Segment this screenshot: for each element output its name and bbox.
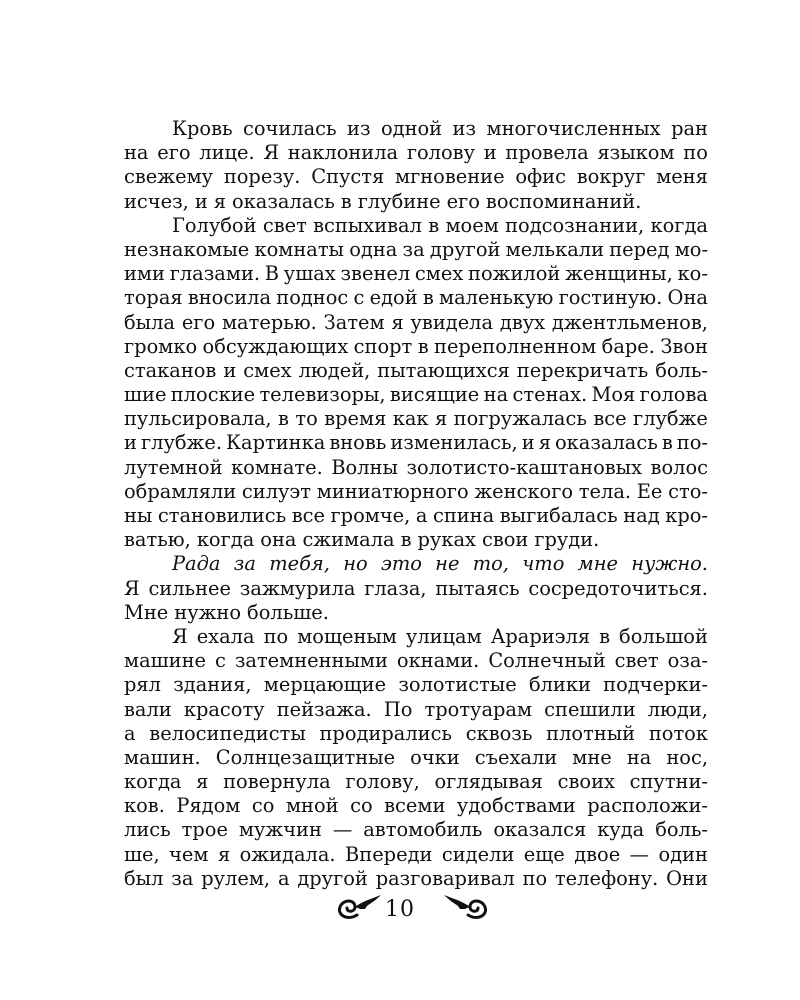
- text-line: пульсировала, в то время как я погружалась все глубже: [124, 407, 708, 431]
- text-line: свежему порезу. Спустя мгновение офис вокруг меня: [124, 165, 708, 189]
- text-line: была его матерью. Затем я увидела двух джентльменов,: [124, 310, 708, 334]
- text-line: на его лице. Я наклонила голову и провела языком по: [124, 141, 708, 165]
- text-line: вали красоту пейзажа. По тротуарам спешили люди,: [124, 697, 708, 721]
- text-line: обрамляли силуэт миниатюрного женского тела. Ее сто-: [124, 479, 708, 503]
- text-line: ны становились все громче, а спина выгибалась над кро-: [124, 504, 708, 527]
- text-line: и глубже. Картинка вновь изменилась, и я оказалась в по-: [124, 431, 708, 455]
- text-line: рял здания, мерцающие золотистые блики подчерки-: [124, 673, 708, 697]
- page-footer: [0, 893, 800, 933]
- text-line: а велосипедисты продирались сквозь плотный поток: [124, 721, 708, 745]
- text-line: ими глазами. В ушах звенел смех пожилой женщины, ко-: [124, 262, 708, 286]
- text-line: когда я повернула голову, оглядывая своих спутни-: [124, 770, 708, 794]
- text-line: машине с затемненными окнами. Солнечный свет оза-: [124, 649, 708, 673]
- text-line: машин. Солнцезащитные очки съехали мне на нос,: [124, 745, 708, 769]
- flourish-right-icon: [440, 893, 490, 927]
- text-line: незнакомые комнаты одна за другой мелькали перед мо-: [124, 237, 708, 261]
- text-line: ков. Рядом со мной со всеми удобствами расположи-: [124, 794, 708, 818]
- text-line: исчез, и я оказалась в глубине его воспоминаний.: [124, 189, 642, 213]
- text-line: Голубой свет вспыхивал в моем подсознании, когда: [172, 213, 708, 237]
- text-line: Мне нужно больше.: [124, 600, 329, 624]
- text-line: Я ехала по мощеным улицам Арариэля в большой: [172, 624, 708, 648]
- text-line: ватью, когда она сжимала в руках свои груди.: [124, 528, 600, 552]
- text-line: Рада за тебя, но это не то, что мне нужно.: [172, 552, 708, 576]
- text-line: был за рулем, а другой разговаривал по телефону. Они: [124, 866, 708, 890]
- text-line: лутемной комнате. Волны золотисто-каштановых волос: [124, 455, 708, 479]
- text-line: громко обсуждающих спорт в переполненном баре. Звон: [124, 334, 708, 358]
- body-text: [124, 117, 708, 891]
- text-line: Кровь сочилась из одной из многочисленных ран: [172, 117, 708, 140]
- page-number: 10: [385, 897, 415, 922]
- text-line: шие плоские телевизоры, висящие на стенах. Моя голова: [124, 383, 708, 407]
- text-line: ше, чем я ожидала. Впереди сидели еще двое — один: [124, 842, 708, 866]
- text-line: торая вносила поднос с едой в маленькую гостиную. Она: [124, 286, 708, 310]
- text-line: Я сильнее зажмурила глаза, пытаясь сосредоточиться.: [124, 576, 708, 600]
- text-line: стаканов и смех людей, пытающихся перекричать боль-: [124, 358, 708, 382]
- text-line: лись трое мужчин — автомобиль оказался куда боль-: [124, 818, 708, 842]
